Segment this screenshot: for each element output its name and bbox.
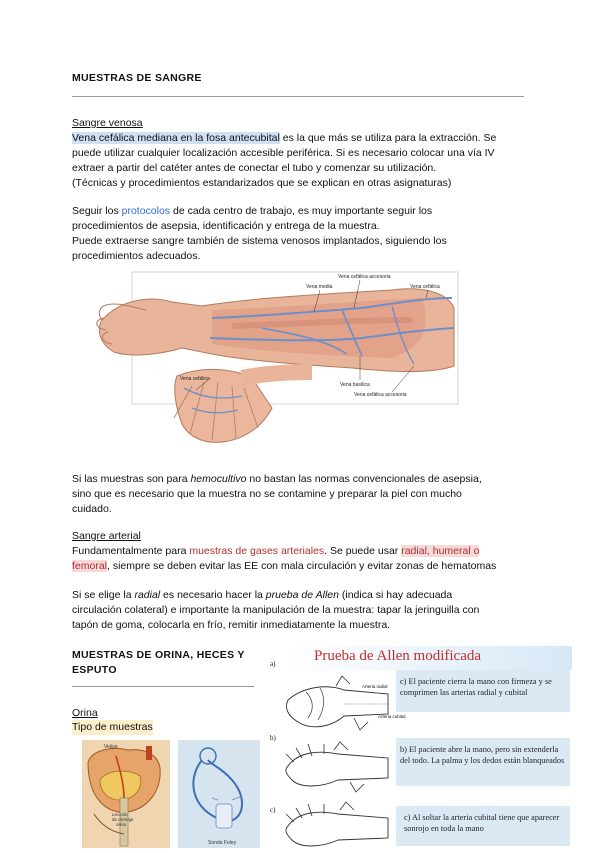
section2-divider <box>72 686 254 687</box>
section-heading-orina: MUESTRAS DE ORINA, HECES Y ESPUTO <box>72 649 245 676</box>
allen-test-figure <box>266 646 576 848</box>
step-c-label: c) <box>270 806 276 814</box>
heading-divider <box>72 96 524 97</box>
label-arteria-cubital: Arteria cubital <box>378 714 406 719</box>
tipo-de-muestras: Tipo de muestras <box>72 721 153 733</box>
caption-c: c) Al soltar la arteria cubital tiene que aparecer sonrojo en toda la mano <box>404 813 560 833</box>
caption-a: c) El paciente cierra la mano con firmeza y se comprimen las arterias radial y cubital <box>400 677 552 697</box>
step-b-label: b) <box>270 734 276 742</box>
caption-b: b) El paciente abre la mano, pero sin extenderla del todo. La palma y los dedos están blanqueados <box>400 745 565 765</box>
highlight-radial-humeral: radial, humeral o <box>401 545 480 557</box>
label-cefalica-hand: Vena cefálica <box>180 376 210 382</box>
highlight-vena-cefalica: Vena cefálica mediana en la fosa antecubital <box>72 132 280 144</box>
label-cefalica-right: Vena cefálica <box>410 284 440 290</box>
text-gases-arteriales: muestras de gases arteriales <box>189 545 325 557</box>
paragraph-allen: Si se elige la radial es necesario hacer la prueba de Allen (indica si hay adecuada circulación colateral) e importante la manipulación de la muestra: tapar la jeringuilla con tapón de goma, colocarla en frío, remitir inmediatamente la muestra. <box>72 589 480 631</box>
label-vena-media: Vena media <box>306 284 333 290</box>
paragraph-hemocultivo: Si las muestras son para hemocultivo no bastan las normas convencionales de asepsia, sino que es necesario que la muestra no se contamine y preparar la piel con mucho cuidado. <box>72 473 482 515</box>
label-cefalica-accesoria-top: Vena cefálica accesoria <box>338 274 391 280</box>
allen-title: Prueba de Allen modificada <box>314 648 482 664</box>
label-sonda-foley: Sonda Foley <box>208 840 237 846</box>
subheading-sangre-venosa: Sangre venosa <box>72 117 143 129</box>
link-protocolos[interactable]: protocolos <box>121 205 171 217</box>
label-drenaje: de drenaje <box>112 817 134 822</box>
label-cefalica-accesoria-bottom: Vena cefálica accesoria <box>354 392 407 398</box>
label-vejiga: Vejiga <box>104 744 118 750</box>
urine-figure <box>82 740 260 848</box>
arm-veins-illustration <box>92 268 462 444</box>
label-arteria-radial: Arteria radial <box>362 684 388 689</box>
subheading-orina: Orina <box>72 707 98 719</box>
step-a-label: a) <box>270 660 276 668</box>
paragraph-protocolos: Seguir los protocolos de cada centro de trabajo, es muy importante seguir los procedimientos de asepsia, identificación y entrega de la muestra. Puede extraerse sangre también de sistema venosos implantados, siguiendo los procedimientos adecuados. <box>72 205 447 262</box>
label-lesion: Lección <box>112 812 128 817</box>
urine-illustration <box>82 740 260 848</box>
paragraph-venosa: Vena cefálica mediana en la fosa antecubital es la que más se utiliza para la extracción. Se puede utilizar cualquier localización accesible periférica. Si es necesario colocar una vía IV extraer a partir del catéter antes de conectar el tubo y comenzar su utilización. (Técnicas y procedimientos estandarizados que se explican en otras asignaturas) <box>72 132 497 189</box>
label-orina: orina <box>116 822 127 827</box>
label-basilica: Vena basílica <box>340 382 370 388</box>
highlight-femoral: femoral <box>72 560 108 572</box>
arm-veins-figure <box>92 268 462 444</box>
allen-hands-illustration <box>284 670 396 848</box>
subheading-sangre-arterial: Sangre arterial <box>72 530 141 542</box>
paragraph-arterial: Fundamentalmente para muestras de gases arteriales. Se puede usar radial, humeral o femoral, siempre se deben evitar las EE con mala circulación y evitar zonas de hematomas <box>72 545 497 572</box>
section-heading-sangre: MUESTRAS DE SANGRE <box>72 72 202 84</box>
